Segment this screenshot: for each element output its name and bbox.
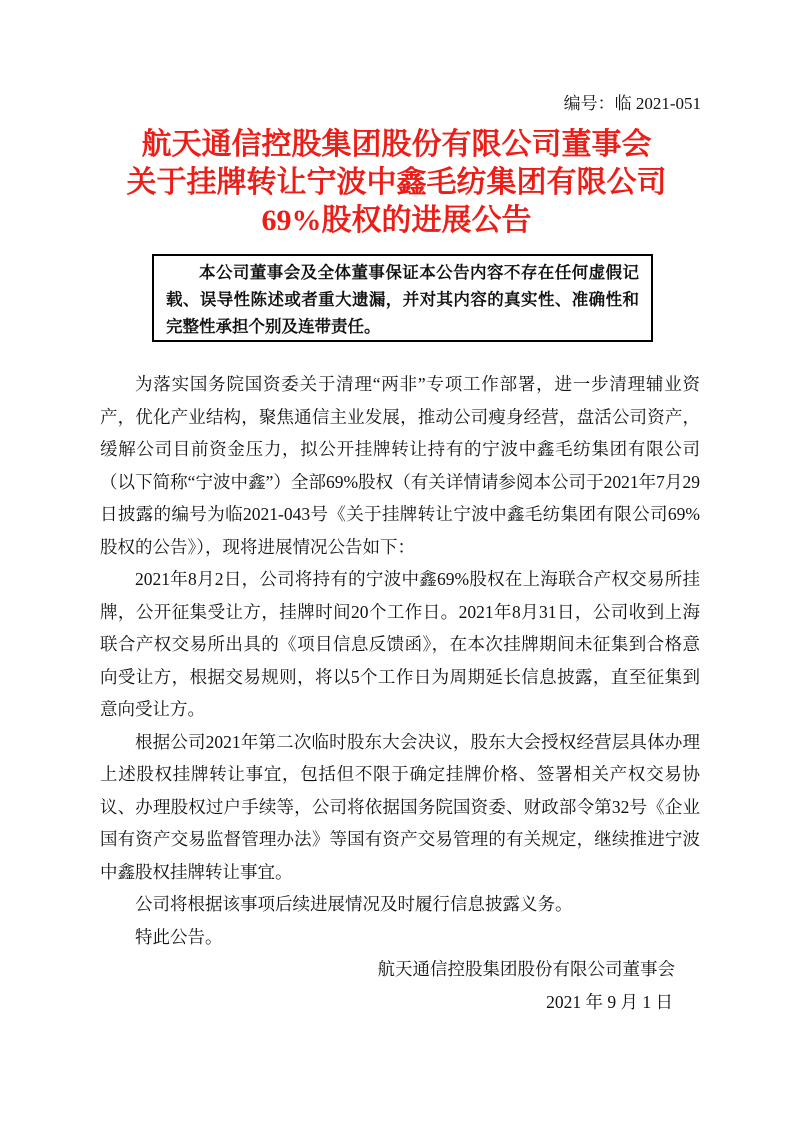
title-line-3: 69%股权的进展公告 [261,204,532,237]
title-line-2: 关于挂牌转让宁波中鑫毛纺集团有限公司 [126,166,667,199]
signature: 航天通信控股集团股份有限公司董事会 [377,959,675,979]
paragraph-disclosure-obligation: 公司将根据该事项后续进展情况及时履行信息披露义务。 [135,894,573,914]
paragraph-background: 为落实国务院国资委关于清理“两非”专项工作部署，进一步清理辅业资产，优化产业结构，聚焦通信主业发展，推动公司瘦身经营，盘活公司资产，缓解公司目前资金压力，拟公开挂牌转让持有的宁波中鑫毛纺集团有限公司（以下简称“宁波中鑫”）全部69%股权（有关详情请参阅本公司于2021年7月29日披露的编号为临2021-043号《关于挂牌转让宁波中鑫毛纺集团有限公司69%股权的公告》），现将进展情况公告如下： [100,374,700,557]
disclaimer-text: 本公司董事会及全体董事保证本公告内容不存在任何虚假记载、误导性陈述或者重大遗漏，并对其内容的真实性、准确性和完整性承担个别及连带责任。 [166,264,639,336]
signature-date: 2021 年 9 月 1 日 [546,991,673,1012]
doc-number: 编号：临 2021-051 [563,94,701,113]
paragraph-authorization: 根据公司2021年第二次临时股东大会决议，股东大会授权经营层具体办理上述股权挂牌转让事宜，包括但不限于确定挂牌价格、签署相关产权交易协议、办理股权过户手续等，公司将依据国务院国资委、财政部令第32号《企业国有资产交易监督管理办法》等国有资产交易管理的有关规定，继续推进宁波中鑫股权挂牌转让事宜。 [100,731,700,882]
paragraph-listing-progress: 2021年8月2日，公司将持有的宁波中鑫69%股权在上海联合产权交易所挂牌，公开征集受让方，挂牌时间20个工作日。2021年8月31日，公司收到上海联合产权交易所出具的《项目信息反馈函》，在本次挂牌期间未征集到合格意向受让方，根据交易规则，将以5个工作日为周期延长信息披露，直至征集到意向受让方。 [100,569,700,719]
page-title [0,126,793,240]
paragraph-closing: 特此公告。 [135,926,223,947]
title-line-1: 航天通信控股集团股份有限公司董事会 [141,128,652,161]
disclaimer-box [152,254,653,342]
document-body [100,368,700,1018]
